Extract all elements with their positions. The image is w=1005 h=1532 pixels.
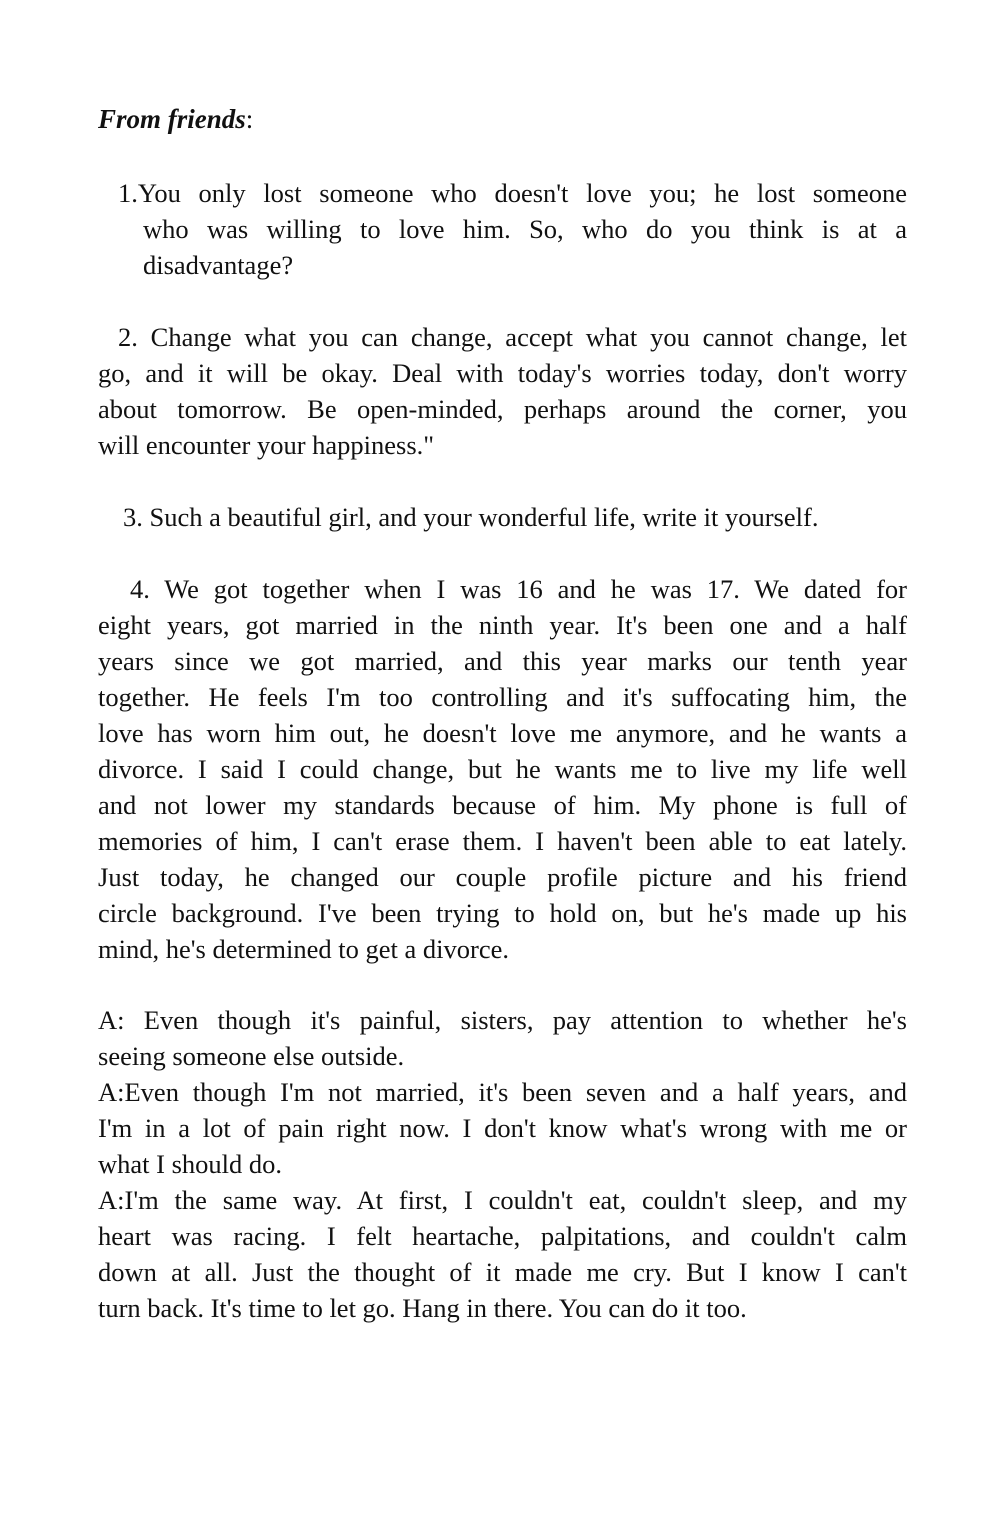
text-line: what I should do. [98, 1149, 283, 1179]
text-line: years since we got married, and this year marks our tenth year [98, 646, 907, 676]
paragraph-reply-3 [98, 1182, 907, 1326]
text-line: 1.You only lost someone who doesn't love you; he lost someone [118, 178, 907, 208]
text-line: circle background. I've been trying to hold on, but he's made up his [98, 898, 907, 928]
paragraph-reply-1 [98, 1002, 907, 1074]
text-line: who was willing to love him. So, who do you think is at a [143, 214, 907, 244]
text-line: A: Even though it's painful, sisters, pay attention to whether he's [98, 1005, 907, 1035]
text-line: A:I'm the same way. At first, I couldn't eat, couldn't sleep, and my [98, 1185, 907, 1215]
text-line: A:Even though I'm not married, it's been seven and a half years, and [98, 1077, 907, 1107]
paragraph-item-2 [98, 319, 907, 463]
text-line: 4. We got together when I was 16 and he was 17. We dated for [130, 574, 907, 604]
paragraph-item-3 [98, 499, 907, 535]
paragraph-item-4 [98, 571, 907, 967]
text-line: and not lower my standards because of him. My phone is full of [98, 790, 907, 820]
text-line: 3. Such a beautiful girl, and your wonderful life, write it yourself. [123, 502, 819, 532]
heading-title: From friends [98, 104, 246, 134]
heading-colon: : [245, 104, 254, 134]
paragraph-reply-2 [98, 1074, 907, 1182]
text-line: I'm in a lot of pain right now. I don't know what's wrong with me or [98, 1113, 907, 1143]
text-line: memories of him, I can't erase them. I haven't been able to eat lately. [98, 826, 907, 856]
text-line: down at all. Just the thought of it made me cry. But I know I can't [98, 1257, 907, 1287]
text-line: together. He feels I'm too controlling and it's suffocating him, the [98, 682, 907, 712]
text-line: turn back. It's time to let go. Hang in there. You can do it too. [98, 1293, 747, 1323]
text-line: mind, he's determined to get a divorce. [98, 934, 509, 964]
paragraph-item-1 [98, 175, 907, 283]
text-line: heart was racing. I felt heartache, palpitations, and couldn't calm [98, 1221, 907, 1251]
text-line: love has worn him out, he doesn't love me anymore, and he wants a [98, 718, 907, 748]
text-line: go, and it will be okay. Deal with today's worries today, don't worry [98, 358, 907, 388]
text-line: eight years, got married in the ninth year. It's been one and a half [98, 610, 907, 640]
section-heading [98, 104, 253, 135]
text-line: seeing someone else outside. [98, 1041, 405, 1071]
text-line: will encounter your happiness." [98, 430, 435, 460]
text-line: 2. Change what you can change, accept what you cannot change, let [118, 322, 907, 352]
text-line: disadvantage? [143, 250, 294, 280]
text-line: Just today, he changed our couple profile picture and his friend [98, 862, 907, 892]
text-line: about tomorrow. Be open-minded, perhaps around the corner, you [98, 394, 907, 424]
text-line: divorce. I said I could change, but he wants me to live my life well [98, 754, 907, 784]
